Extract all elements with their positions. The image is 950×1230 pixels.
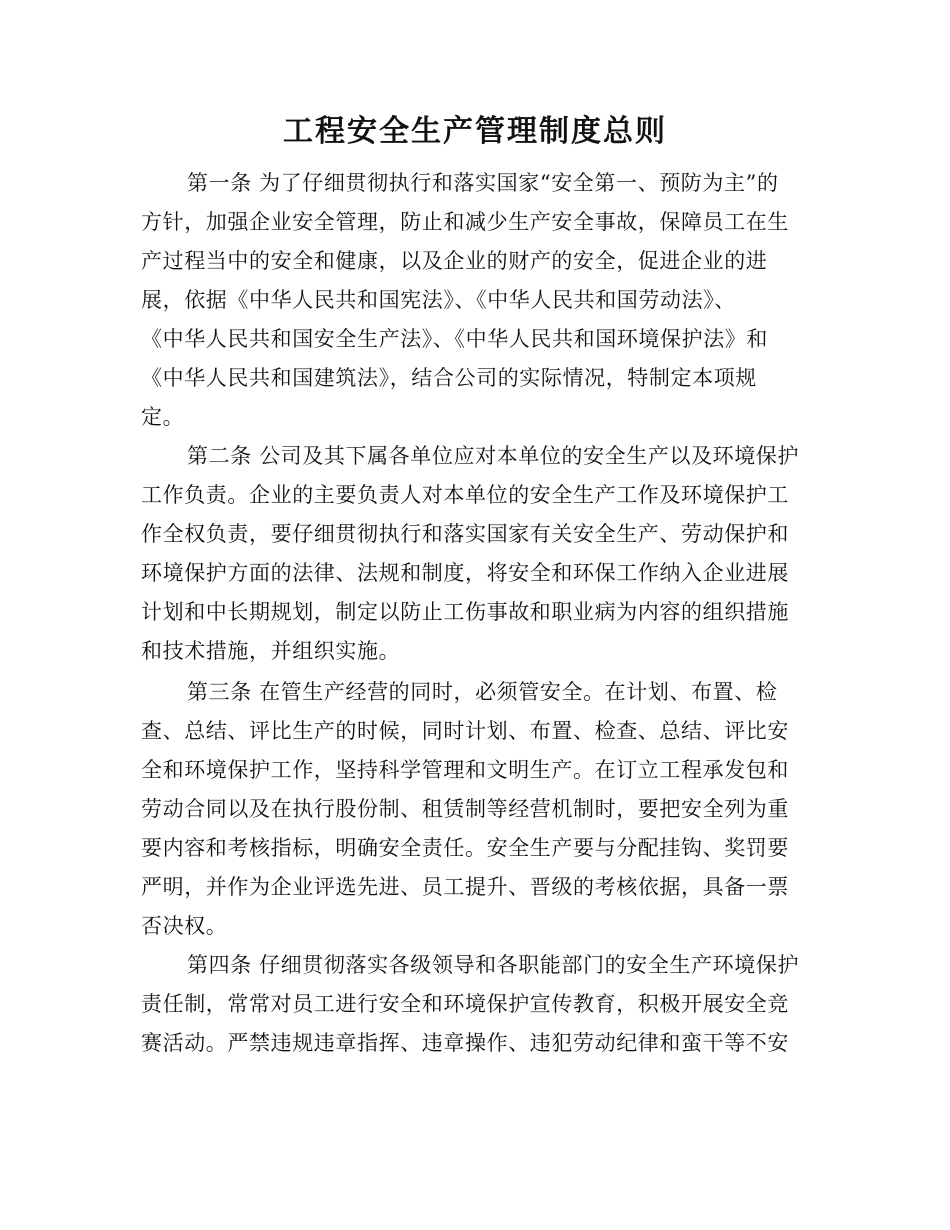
article-2-line: 第二条 公司及其下属各单位应对本单位的安全生产以及环境保护	[187, 444, 800, 468]
article-1-line: 方针，加强企业安全管理，防止和减少生产安全事故，保障员工在生	[141, 210, 789, 234]
article-2	[141, 437, 811, 671]
article-2-line: 和技术措施，并组织实施。	[141, 639, 401, 663]
document-title: 工程安全生产管理制度总则	[283, 114, 667, 149]
article-1-line: 展，依据《中华人民共和国宪法》、《中华人民共和国劳动法》、	[141, 288, 736, 312]
article-2-line: 计划和中长期规划，制定以防止工伤事故和职业病为内容的组织措施	[141, 600, 789, 624]
article-3-line: 严明，并作为企业评选先进、员工提升、晋级的考核依据，具备一票	[141, 875, 789, 899]
article-1-line: 定。	[141, 405, 185, 429]
article-3-line: 第三条 在管生产经营的同时，必须管安全。在计划、布置、检	[187, 680, 778, 704]
article-3	[141, 673, 811, 946]
article-1-line: 《中华人民共和国安全生产法》、《中华人民共和国环境保护法》和	[141, 327, 768, 351]
article-2-line: 工作负责。企业的主要负责人对本单位的安全生产工作及环境保护工	[141, 483, 789, 507]
article-2-line: 作全权负责，要仔细贯彻执行和落实国家有关安全生产、劳动保护和	[141, 522, 789, 546]
article-3-line: 否决权。	[141, 914, 228, 938]
article-4-line: 赛活动。严禁违规违章指挥、违章操作、违犯劳动纪律和蛮干等不安	[141, 1031, 789, 1055]
article-3-line: 查、总结、评比生产的时候，同时计划、布置、检查、总结、评比安	[141, 719, 789, 743]
article-1-line: 产过程当中的安全和健康，以及企业的财产的安全，促进企业的进	[141, 249, 768, 273]
article-2-line: 环境保护方面的法律、法规和制度，将安全和环保工作纳入企业进展	[141, 561, 789, 585]
article-4-line: 第四条 仔细贯彻落实各级领导和各职能部门的安全生产环境保护	[187, 953, 800, 977]
article-4	[141, 946, 811, 1063]
article-1-line: 《中华人民共和国建筑法》，结合公司的实际情况，特制定本项规	[141, 366, 757, 390]
article-3-line: 劳动合同以及在执行股份制、租赁制等经营机制时，要把安全列为重	[141, 797, 789, 821]
article-1	[141, 164, 811, 437]
article-4-line: 责任制，常常对员工进行安全和环境保护宣传教育，积极开展安全竞	[141, 992, 789, 1016]
article-3-line: 全和环境保护工作，坚持科学管理和文明生产。在订立工程承发包和	[141, 758, 789, 782]
article-1-line: 第一条 为了仔细贯彻执行和落实国家“安全第一、预防为主”的	[187, 171, 779, 195]
article-3-line: 要内容和考核指标，明确安全责任。安全生产要与分配挂钩、奖罚要	[141, 836, 789, 860]
